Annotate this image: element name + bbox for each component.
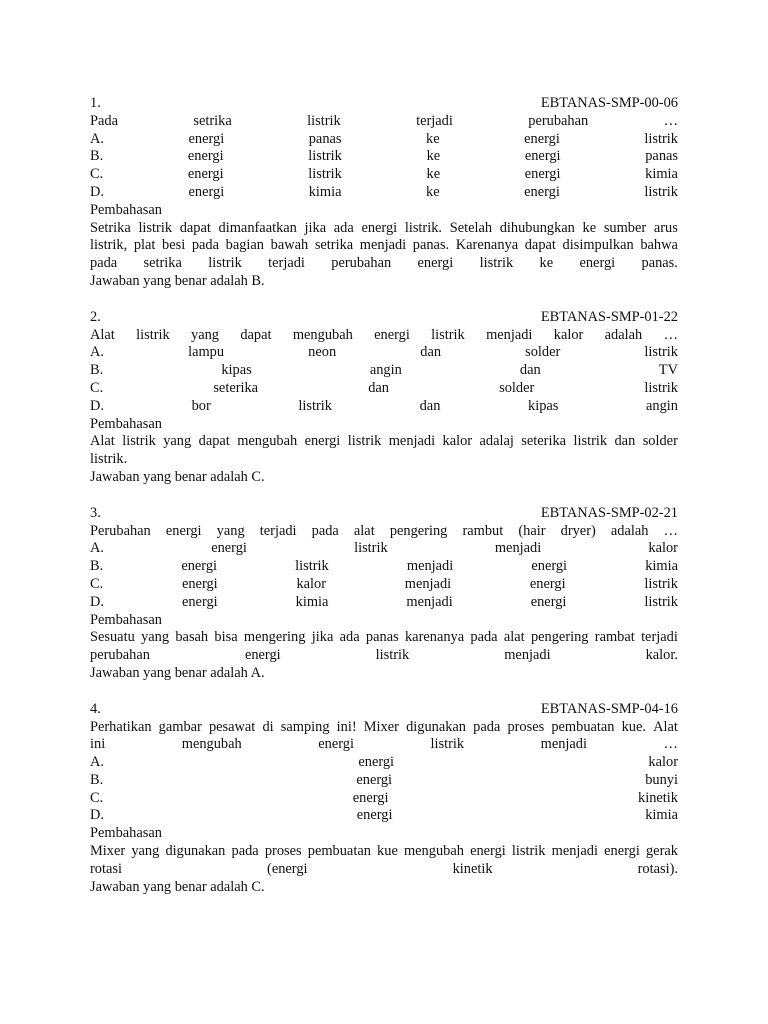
word: panas xyxy=(365,629,399,646)
word: jika xyxy=(311,629,334,646)
question-code: EBTANAS-SMP-04-16 xyxy=(540,700,678,717)
word: dapat xyxy=(198,433,230,450)
word: bahwa xyxy=(640,237,678,254)
word: mengubah xyxy=(403,843,464,860)
question-code: EBTANAS-SMP-01-22 xyxy=(540,308,678,325)
word: yang xyxy=(163,433,192,450)
word: D. xyxy=(90,183,104,200)
discussion-text xyxy=(90,237,678,255)
word: ke xyxy=(426,130,440,147)
word: energi xyxy=(188,183,225,200)
word: ada xyxy=(333,219,354,236)
word: rotasi xyxy=(90,860,122,877)
word: listrik. xyxy=(90,451,128,468)
word: kalor xyxy=(553,326,584,343)
word: rotasi). xyxy=(637,860,678,877)
word: kipas xyxy=(221,362,252,379)
discussion-text xyxy=(90,255,678,273)
word: (hair xyxy=(518,522,546,539)
word: … xyxy=(663,522,678,539)
word: Alat xyxy=(653,718,678,735)
word: D. xyxy=(90,807,104,824)
answer-option xyxy=(90,540,678,558)
discussion-text xyxy=(90,861,678,879)
word: karenanya xyxy=(404,629,465,646)
word: Mixer xyxy=(90,843,126,860)
word: Mixer xyxy=(363,718,399,735)
word: solder xyxy=(642,433,678,450)
word: pada xyxy=(231,843,259,860)
word: listrik xyxy=(138,219,173,236)
word: listrik xyxy=(298,397,332,414)
word: listrik xyxy=(354,540,388,557)
word: energi xyxy=(211,540,247,557)
word: panas xyxy=(308,130,342,147)
word: digunakan xyxy=(165,843,226,860)
question-code: EBTANAS-SMP-00-06 xyxy=(540,95,678,111)
word: rambut xyxy=(462,522,504,539)
word: energi xyxy=(244,647,281,664)
word: pembuatan xyxy=(307,843,371,860)
word: dan xyxy=(519,362,541,379)
word: dapat xyxy=(179,219,211,236)
word: listrik. xyxy=(404,219,443,236)
word: … xyxy=(663,736,678,753)
discussion-label: Pembahasan xyxy=(90,611,162,628)
word: pengering xyxy=(530,629,589,646)
word: ini! xyxy=(336,718,357,735)
answer-line xyxy=(90,879,678,897)
word: D. xyxy=(90,397,104,414)
answer-option xyxy=(90,398,678,416)
question-header xyxy=(90,309,678,327)
word: kinetik xyxy=(452,860,493,877)
answer-option xyxy=(90,184,678,202)
word: energi xyxy=(529,575,566,592)
word: listrik xyxy=(430,736,465,753)
word: seterika xyxy=(521,433,567,450)
word: energi xyxy=(318,736,354,753)
word: menjadi xyxy=(404,575,452,592)
word: Perubahan xyxy=(90,522,151,539)
word: listrik xyxy=(479,255,514,272)
discussion-label-line xyxy=(90,416,678,434)
word: kimia xyxy=(295,593,329,610)
question-number: 3. xyxy=(90,504,101,521)
word: energi xyxy=(352,789,389,806)
word: menjadi xyxy=(486,326,533,343)
question-number: 4. xyxy=(90,700,101,717)
word: listrik xyxy=(295,558,329,575)
word: listrik xyxy=(644,130,678,147)
word: energi xyxy=(531,558,568,575)
word: listrik xyxy=(644,183,678,200)
word: ada xyxy=(339,629,360,646)
word: kue. xyxy=(621,718,646,735)
word: kimia xyxy=(645,166,678,183)
answer-option xyxy=(90,380,678,398)
word: setrika xyxy=(193,112,232,129)
word: energi xyxy=(524,130,560,147)
answer-line xyxy=(90,469,678,487)
word: pengering xyxy=(389,522,448,539)
word: pesawat xyxy=(208,718,256,735)
word: energi xyxy=(356,807,393,824)
word: energi xyxy=(524,148,561,165)
word: menjadi xyxy=(359,237,407,254)
word: energi xyxy=(524,183,560,200)
word: besi xyxy=(162,237,186,254)
word: listrik xyxy=(511,843,546,860)
word: pada xyxy=(90,255,118,272)
answer-option xyxy=(90,131,678,149)
word: Alat xyxy=(90,326,115,343)
word: kinetik xyxy=(638,789,678,806)
word: bawah xyxy=(270,237,309,254)
word: setrika xyxy=(314,237,354,254)
word: kipas xyxy=(528,397,559,414)
word: listrik, xyxy=(90,237,128,254)
word: setrika xyxy=(143,255,182,272)
word: dan xyxy=(614,433,636,450)
word: … xyxy=(663,326,678,343)
word: kue xyxy=(377,843,398,860)
word: kimia xyxy=(645,807,678,824)
discussion-label: Pembahasan xyxy=(90,201,162,218)
word: samping xyxy=(280,718,330,735)
word: energi xyxy=(470,843,506,860)
word: alat xyxy=(353,522,375,539)
word: adalah xyxy=(604,326,643,343)
word: kalor xyxy=(296,575,327,592)
answer-option xyxy=(90,790,678,808)
word: listrik xyxy=(307,112,341,129)
word: dan xyxy=(420,344,442,361)
word: Pada xyxy=(90,112,118,129)
word: energi xyxy=(417,255,454,272)
word: perubahan xyxy=(331,255,392,272)
word: listrik xyxy=(308,166,342,183)
word: listrik xyxy=(347,433,382,450)
word: energi xyxy=(361,219,398,236)
word: ke xyxy=(426,166,441,183)
word: gambar xyxy=(158,718,202,735)
word: terjadi xyxy=(268,255,305,272)
word: adalah xyxy=(610,522,649,539)
question-number: 2. xyxy=(90,308,101,325)
word: solder xyxy=(525,344,561,361)
word: kimia xyxy=(645,558,678,575)
question-text xyxy=(90,719,678,737)
word: mengering xyxy=(243,629,306,646)
question-block xyxy=(90,701,678,897)
question-block xyxy=(90,505,678,683)
discussion-label-line xyxy=(90,612,678,630)
word: listrik xyxy=(644,575,678,592)
word: disimpulkan xyxy=(562,237,634,254)
word: menjadi xyxy=(540,736,587,753)
word: rambat xyxy=(594,629,635,646)
word: A. xyxy=(90,754,104,771)
word: ke xyxy=(426,183,440,200)
word: listrik xyxy=(308,148,342,165)
word: bor xyxy=(191,397,211,414)
word: energi xyxy=(187,148,224,165)
answer-line xyxy=(90,273,678,291)
question-text xyxy=(90,736,678,754)
answer-option xyxy=(90,362,678,380)
word: kalor xyxy=(648,754,678,771)
word: panas. xyxy=(641,255,678,272)
word: listrik xyxy=(644,379,678,396)
answer-option xyxy=(90,344,678,362)
answer-line xyxy=(90,665,678,683)
word: perubahan xyxy=(528,112,589,129)
discussion-text xyxy=(90,647,678,665)
word: energi xyxy=(358,754,395,771)
answer-option xyxy=(90,594,678,612)
word: listrik xyxy=(375,647,410,664)
word: C. xyxy=(90,575,104,592)
word: arus xyxy=(653,219,678,236)
word: ke xyxy=(582,219,597,236)
word: menjadi xyxy=(406,558,454,575)
word: proses xyxy=(264,843,302,860)
word: dapat xyxy=(240,326,272,343)
answer-option xyxy=(90,772,678,790)
word: A. xyxy=(90,540,104,557)
word: dan xyxy=(419,397,441,414)
word: dryer) xyxy=(560,522,596,539)
word: angin xyxy=(646,397,678,414)
question-header xyxy=(90,701,678,719)
word: gerak xyxy=(645,843,678,860)
word: bunyi xyxy=(645,771,678,788)
answer-text: Jawaban yang benar adalah A. xyxy=(90,664,265,681)
word: seterika xyxy=(213,379,259,396)
word: terjadi xyxy=(259,522,297,539)
word: (energi xyxy=(267,860,308,877)
word: mengubah xyxy=(181,736,242,753)
word: menjadi xyxy=(406,593,453,610)
word: dapat xyxy=(524,237,556,254)
word: energi xyxy=(304,433,341,450)
word: energi xyxy=(181,575,218,592)
word: pada xyxy=(470,629,498,646)
word: listrik xyxy=(122,433,156,450)
word: bisa xyxy=(214,629,238,646)
word: sumber xyxy=(603,219,647,236)
word: pada xyxy=(311,522,339,539)
question-header xyxy=(90,95,678,113)
word: pembuatan xyxy=(551,718,615,735)
word: energi xyxy=(579,255,616,272)
word: proses xyxy=(507,718,545,735)
word: solder xyxy=(499,379,535,396)
word: … xyxy=(663,112,678,129)
word: C. xyxy=(90,379,104,396)
word: energi xyxy=(530,593,567,610)
discussion-text xyxy=(90,220,678,238)
discussion-text xyxy=(90,843,678,861)
answer-text: Jawaban yang benar adalah C. xyxy=(90,468,265,485)
word: di xyxy=(262,718,274,735)
word: menjadi xyxy=(494,540,542,557)
answer-text: Jawaban yang benar adalah C. xyxy=(90,878,265,895)
word: angin xyxy=(369,362,402,379)
answer-option xyxy=(90,166,678,184)
word: C. xyxy=(90,166,104,183)
discussion-label: Pembahasan xyxy=(90,415,162,432)
word: dihubungkan xyxy=(499,219,575,236)
word: menjadi xyxy=(551,843,598,860)
word: A. xyxy=(90,130,104,147)
word: yang xyxy=(141,629,170,646)
word: Setrika xyxy=(90,219,131,236)
word: energi xyxy=(604,843,640,860)
answer-option xyxy=(90,576,678,594)
word: A. xyxy=(90,344,104,361)
word: energi xyxy=(165,522,202,539)
question-text xyxy=(90,113,678,131)
word: terjadi xyxy=(416,112,453,129)
word: digunakan xyxy=(406,718,467,735)
word: pada xyxy=(473,718,501,735)
discussion-label: Pembahasan xyxy=(90,825,162,842)
answer-option xyxy=(90,558,678,576)
word: adalaj xyxy=(479,433,514,450)
word: yang xyxy=(216,522,245,539)
word: TV xyxy=(658,362,678,379)
answer-text: Jawaban yang benar adalah B. xyxy=(90,272,265,289)
word: C. xyxy=(90,789,104,806)
word: energi xyxy=(374,326,410,343)
word: kimia xyxy=(308,183,342,200)
discussion-label-line xyxy=(90,202,678,220)
word: B. xyxy=(90,148,104,165)
word: energi xyxy=(181,593,218,610)
word: jika xyxy=(304,219,327,236)
word: listrik xyxy=(644,344,678,361)
word: B. xyxy=(90,558,104,575)
word: panas. xyxy=(412,237,450,254)
word: lampu xyxy=(188,344,225,361)
word: mengubah xyxy=(237,433,298,450)
word: bagian xyxy=(225,237,264,254)
word: Alat xyxy=(90,433,115,450)
word: energi xyxy=(524,166,561,183)
question-text xyxy=(90,523,678,541)
word: energi xyxy=(356,771,393,788)
discussion-text xyxy=(90,433,678,451)
word: Sesuatu xyxy=(90,629,135,646)
word: D. xyxy=(90,593,104,610)
word: yang xyxy=(191,326,220,343)
word: dan xyxy=(368,379,389,396)
question-header xyxy=(90,505,678,523)
word: basah xyxy=(175,629,209,646)
answer-option xyxy=(90,754,678,772)
word: mengubah xyxy=(292,326,353,343)
word: menjadi xyxy=(504,647,551,664)
word: alat xyxy=(503,629,525,646)
word: energi xyxy=(187,166,224,183)
document-page xyxy=(90,95,678,914)
word: Setelah xyxy=(449,219,493,236)
word: ini xyxy=(90,736,106,753)
word: kalor xyxy=(442,433,473,450)
word: B. xyxy=(90,771,104,788)
question-block xyxy=(90,95,678,291)
word: terjadi xyxy=(641,629,678,646)
question-block xyxy=(90,309,678,487)
word: dimanfaatkan xyxy=(218,219,297,236)
word: pada xyxy=(191,237,220,254)
word: listrik xyxy=(208,255,242,272)
word: kalor. xyxy=(645,647,678,664)
answer-option xyxy=(90,807,678,825)
word: ke xyxy=(426,148,441,165)
word: ke xyxy=(539,255,554,272)
word: listrik xyxy=(431,326,465,343)
word: listrik xyxy=(644,593,678,610)
answer-option xyxy=(90,148,678,166)
word: Karenanya xyxy=(455,237,519,254)
discussion-label-line xyxy=(90,825,678,843)
word: listrik xyxy=(573,433,608,450)
word: energi xyxy=(188,130,225,147)
word: yang xyxy=(131,843,160,860)
question-code: EBTANAS-SMP-02-21 xyxy=(540,504,678,521)
word: energi xyxy=(181,558,218,575)
word: menjadi xyxy=(388,433,436,450)
word: neon xyxy=(308,344,337,361)
question-number: 1. xyxy=(90,95,101,111)
word: plat xyxy=(133,237,156,254)
discussion-text xyxy=(90,451,678,469)
word: panas xyxy=(645,148,678,165)
word: Perhatikan xyxy=(90,718,152,735)
word: B. xyxy=(90,362,104,379)
word: listrik xyxy=(136,326,170,343)
question-text xyxy=(90,327,678,345)
discussion-text xyxy=(90,629,678,647)
word: perubahan xyxy=(90,647,150,664)
word: kalor xyxy=(648,540,678,557)
